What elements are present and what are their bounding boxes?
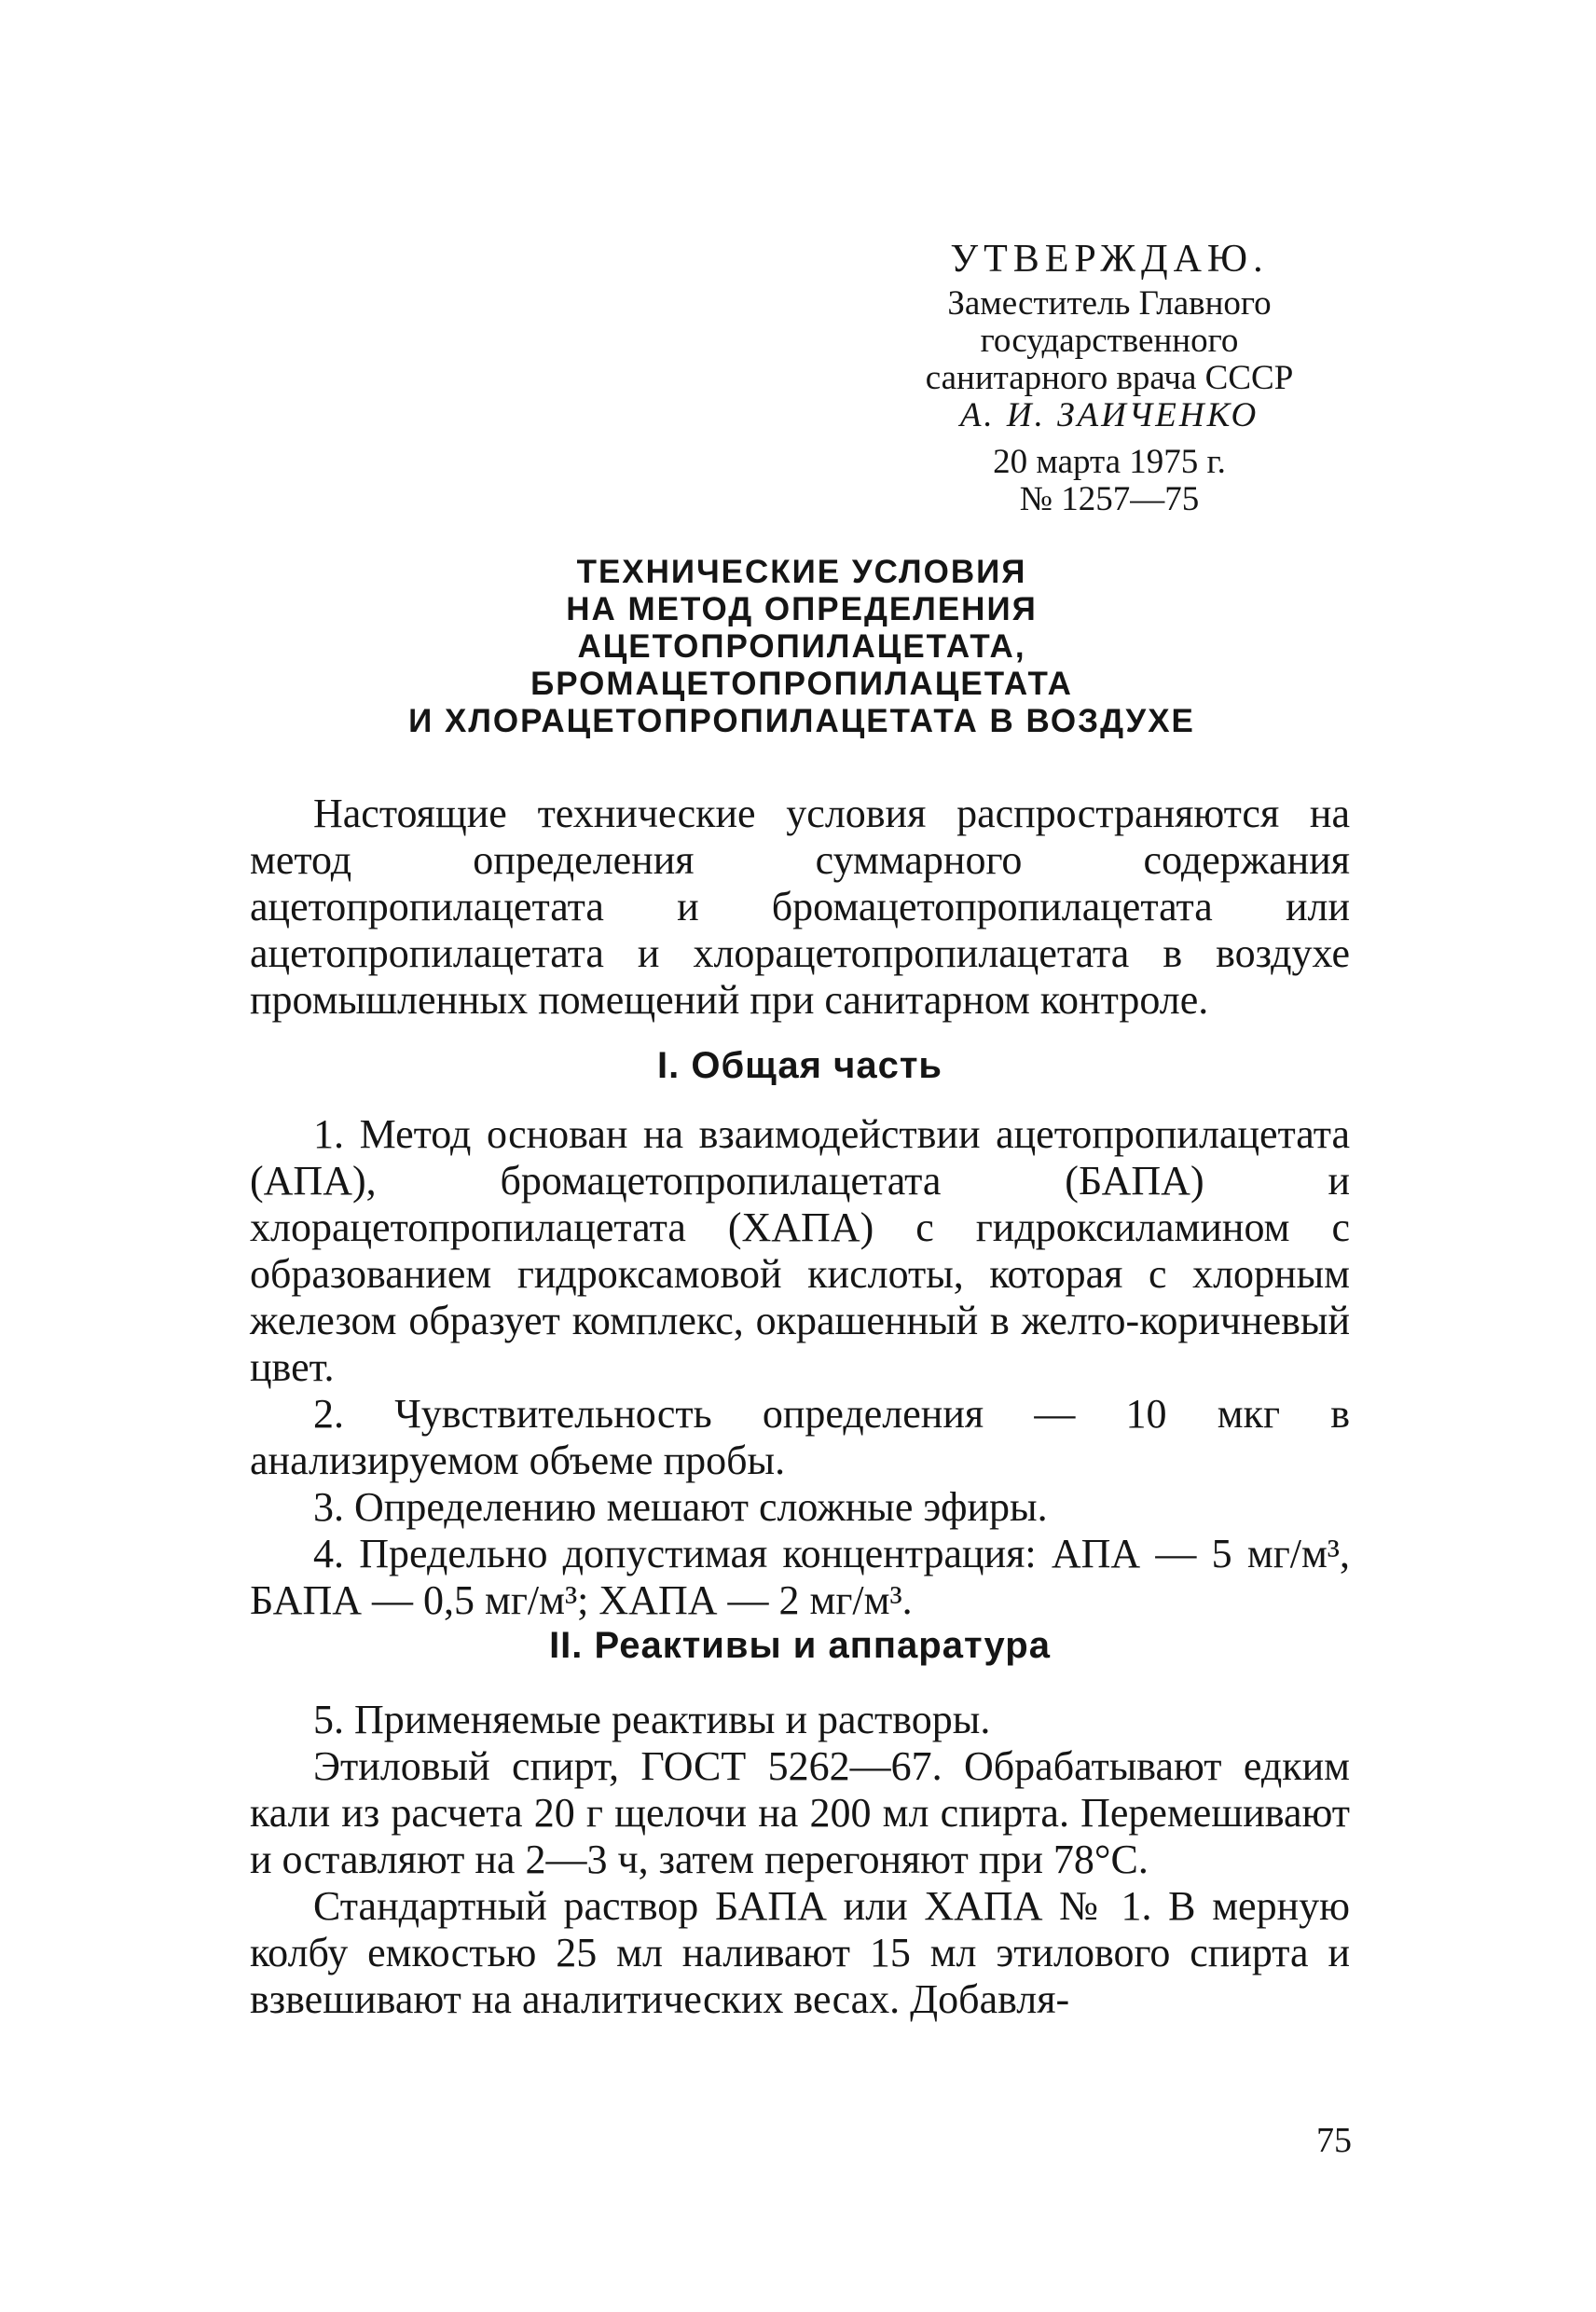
section1-paragraph-3: 3. Определению мешают сложные эфиры. [313,1484,1048,1530]
section1-heading: I. Общая часть [657,1045,942,1086]
intro-section [250,791,1350,1024]
approval-heading: УТВЕРЖДАЮ. [950,238,1269,281]
section1-paragraph-2: 2. Чувствительность определения — 10 мкг в анализируемом объеме пробы. [250,1391,1350,1483]
section2-body [250,1697,1350,2023]
approval-position-line2: государственного [980,322,1239,360]
section2-paragraph-3: Стандартный раствор БАПА или ХАПА № 1. В мерную колбу емкостью 25 мл наливают 15 мл этилового спирта и взвешивают на аналитических весах. Добавля- [250,1883,1350,2022]
approval-name: А. И. ЗАИЧЕНКО [959,396,1259,434]
title-line5: И ХЛОРАЦЕТОПРОПИЛАЦЕТАТА В ВОЗДУХЕ [408,703,1195,739]
document-title [280,554,1324,740]
title-line1: ТЕХНИЧЕСКИЕ УСЛОВИЯ [576,554,1027,590]
section2-paragraph-1: 5. Применяемые реактивы и растворы. [313,1697,991,1742]
title-line3: АЦЕТОПРОПИЛАЦЕТАТА, [577,628,1026,665]
approval-number: № 1257—75 [1019,480,1200,518]
section2-heading: II. Реактивы и аппаратура [549,1625,1051,1666]
section1-paragraph-1: 1. Метод основан на взаимодействии ацетопропилацетата (АПА), бромацетопропилацетата (БАПА) и хлорацетопропилацетата (ХАПА) с гидроксиламином с образованием гидроксамовой кислоты, которая с хлорным железом образует комплекс, окрашенный в желто-коричневый цвет. [250,1111,1350,1390]
approval-position-line1: Заместитель Главного [947,284,1272,323]
section1-paragraph-4: 4. Предельно допустимая концентрация: АПА — 5 мг/м³, БАПА — 0,5 мг/м³; ХАПА — 2 мг/м³. [250,1531,1350,1623]
approval-position-line3: санитарного врача СССР [925,359,1294,397]
approval-date: 20 марта 1975 г. [993,443,1226,481]
title-line2: НА МЕТОД ОПРЕДЕЛЕНИЯ [566,591,1038,627]
title-line4: БРОМАЦЕТОПРОПИЛАЦЕТАТА [530,666,1073,702]
section1-body [250,1111,1350,1624]
intro-paragraph: Настоящие технические условия распространяются на метод определения суммарного содержания ацетопропилацетата и бромацетопропилацетата или ацетопропилацетата и хлорацетопропилацетата в воздухе промышленных помещений при санитарном контроле. [250,791,1350,1023]
section2-paragraph-2: Этиловый спирт, ГОСТ 5262—67. Обрабатывают едким кали из расчета 20 г щелочи на 200 мл спирта. Перемешивают и оставляют на 2—3 ч, затем перегоняют при 78°С. [250,1743,1350,1882]
page-number: 75 [1316,2121,1352,2160]
approval-block [867,238,1352,518]
